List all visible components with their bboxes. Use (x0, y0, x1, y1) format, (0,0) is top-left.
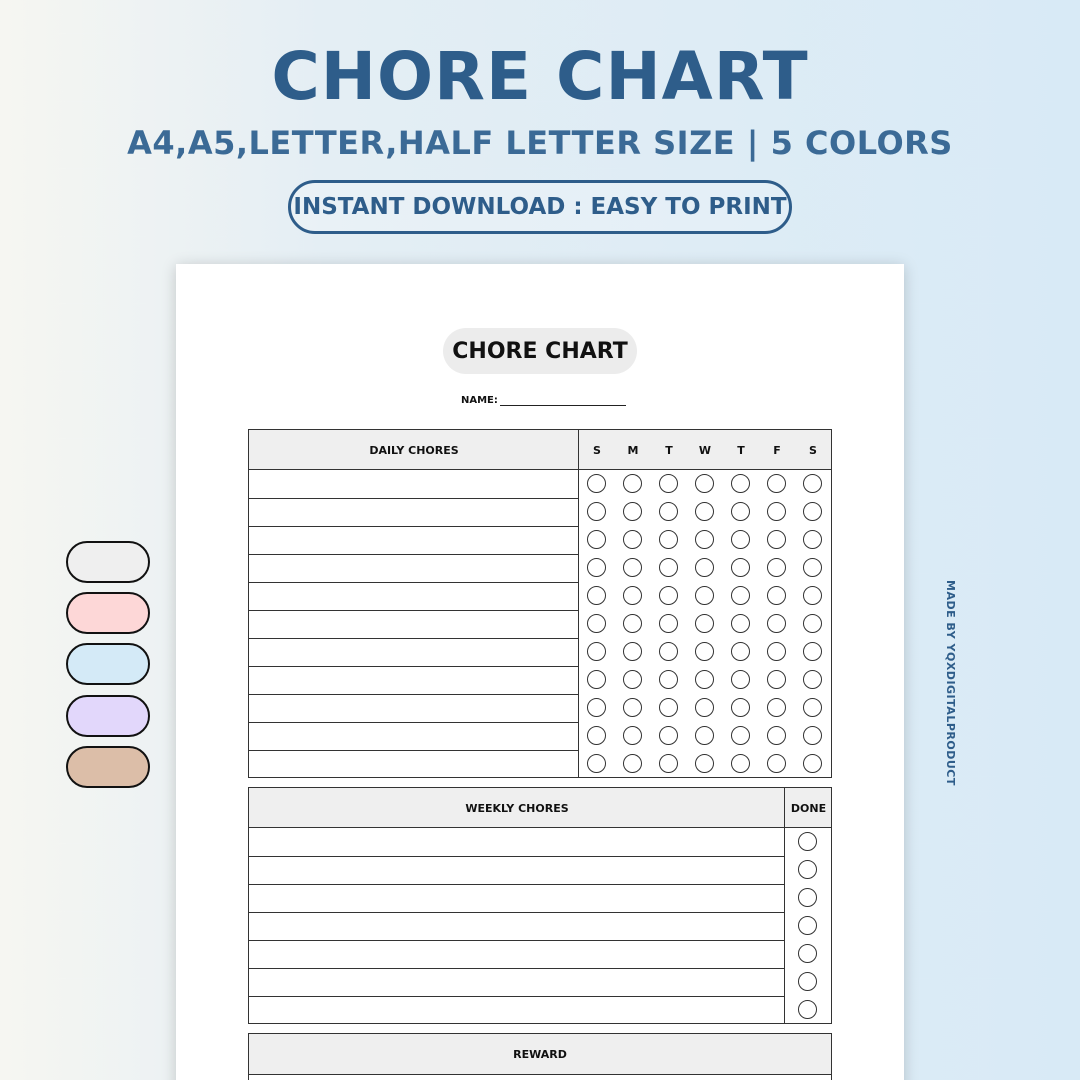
daily-check-circle[interactable] (767, 670, 786, 689)
daily-check-circle[interactable] (767, 530, 786, 549)
day-header: S (593, 443, 601, 457)
daily-chores-title: DAILY CHORES (369, 443, 459, 457)
credit-text: MADE BY YQXDIGITALPRODUCT (944, 580, 957, 786)
daily-check-circle[interactable] (623, 530, 642, 549)
daily-row-line (249, 694, 579, 695)
daily-check-circle[interactable] (623, 614, 642, 633)
daily-check-circle[interactable] (587, 558, 606, 577)
weekly-chores-title: WEEKLY CHORES (465, 801, 569, 815)
daily-row-line (249, 526, 579, 527)
day-header: S (809, 443, 817, 457)
daily-check-circle[interactable] (803, 754, 822, 773)
daily-check-circle[interactable] (695, 698, 714, 717)
daily-check-circle[interactable] (695, 670, 714, 689)
name-field (461, 390, 626, 406)
daily-check-circle[interactable] (659, 474, 678, 493)
daily-row-line (249, 582, 579, 583)
weekly-row-line (249, 968, 785, 969)
daily-check-circle[interactable] (659, 726, 678, 745)
daily-check-circle[interactable] (731, 726, 750, 745)
daily-check-circle[interactable] (587, 614, 606, 633)
daily-check-circle[interactable] (623, 642, 642, 661)
swatch-tan (66, 746, 150, 788)
daily-check-circle[interactable] (767, 558, 786, 577)
weekly-row-line (249, 884, 785, 885)
daily-check-circle[interactable] (803, 530, 822, 549)
reward-table (248, 1033, 832, 1080)
daily-check-circle[interactable] (659, 614, 678, 633)
daily-check-circle[interactable] (587, 726, 606, 745)
daily-check-circle[interactable] (803, 502, 822, 521)
reward-title: REWARD (513, 1048, 567, 1061)
day-header: W (698, 443, 712, 457)
swatch-lavender (66, 695, 150, 737)
weekly-row-line (249, 996, 785, 997)
daily-check-circle[interactable] (695, 614, 714, 633)
daily-check-circle[interactable] (695, 754, 714, 773)
swatch-pink (66, 592, 150, 634)
daily-check-circle[interactable] (803, 558, 822, 577)
day-header: M (627, 443, 639, 457)
daily-check-circle[interactable] (659, 530, 678, 549)
weekly-done-circle[interactable] (798, 944, 817, 963)
weekly-done-circle[interactable] (798, 972, 817, 991)
weekly-row-line (249, 856, 785, 857)
daily-check-circle[interactable] (623, 698, 642, 717)
daily-check-circle[interactable] (731, 614, 750, 633)
daily-check-circle[interactable] (587, 754, 606, 773)
daily-check-circle[interactable] (695, 586, 714, 605)
daily-check-circle[interactable] (767, 474, 786, 493)
daily-check-circle[interactable] (695, 474, 714, 493)
daily-check-circle[interactable] (587, 642, 606, 661)
daily-check-circle[interactable] (659, 642, 678, 661)
weekly-row-line (249, 912, 785, 913)
daily-check-circle[interactable] (623, 670, 642, 689)
daily-check-circle[interactable] (731, 670, 750, 689)
hero-title: CHORE CHART (271, 38, 809, 115)
daily-check-circle[interactable] (695, 558, 714, 577)
daily-check-circle[interactable] (587, 698, 606, 717)
daily-check-circle[interactable] (623, 502, 642, 521)
weekly-done-circle[interactable] (798, 916, 817, 935)
daily-check-circle[interactable] (731, 474, 750, 493)
weekly-done-circle[interactable] (798, 888, 817, 907)
daily-check-circle[interactable] (767, 698, 786, 717)
daily-check-circle[interactable] (623, 558, 642, 577)
weekly-divider (784, 788, 785, 1023)
weekly-done-circle[interactable] (798, 860, 817, 879)
swatch-blue (66, 643, 150, 685)
daily-row-line (249, 554, 579, 555)
daily-check-circle[interactable] (623, 726, 642, 745)
daily-check-circle[interactable] (695, 502, 714, 521)
daily-check-circle[interactable] (587, 670, 606, 689)
daily-check-circle[interactable] (803, 642, 822, 661)
daily-check-circle[interactable] (623, 586, 642, 605)
day-header: T (665, 443, 673, 457)
daily-check-circle[interactable] (659, 558, 678, 577)
daily-check-circle[interactable] (623, 754, 642, 773)
daily-check-circle[interactable] (587, 586, 606, 605)
daily-check-circle[interactable] (731, 642, 750, 661)
daily-check-circle[interactable] (767, 586, 786, 605)
daily-check-circle[interactable] (767, 642, 786, 661)
daily-check-circle[interactable] (767, 726, 786, 745)
daily-chores-table (248, 429, 832, 778)
daily-check-circle[interactable] (803, 670, 822, 689)
daily-check-circle[interactable] (659, 754, 678, 773)
chore-chart-sheet (176, 264, 904, 1080)
daily-check-circle[interactable] (731, 530, 750, 549)
daily-check-circle[interactable] (731, 698, 750, 717)
daily-check-circle[interactable] (695, 530, 714, 549)
daily-row-line (249, 498, 579, 499)
daily-row-line (249, 666, 579, 667)
sheet-title: CHORE CHART (443, 328, 637, 374)
daily-check-circle[interactable] (659, 586, 678, 605)
day-header: F (773, 443, 781, 457)
daily-check-circle[interactable] (767, 502, 786, 521)
daily-check-circle[interactable] (731, 502, 750, 521)
weekly-done-circle[interactable] (798, 832, 817, 851)
daily-check-circle[interactable] (803, 726, 822, 745)
daily-check-circle[interactable] (803, 474, 822, 493)
daily-row-line (249, 610, 579, 611)
daily-check-circle[interactable] (695, 642, 714, 661)
daily-check-circle[interactable] (803, 586, 822, 605)
day-header: T (737, 443, 745, 457)
daily-check-circle[interactable] (659, 502, 678, 521)
weekly-row-line (249, 940, 785, 941)
daily-check-circle[interactable] (587, 530, 606, 549)
name-blank-line (500, 392, 626, 406)
daily-check-circle[interactable] (587, 502, 606, 521)
daily-check-circle[interactable] (803, 614, 822, 633)
done-label: DONE (790, 801, 827, 815)
daily-check-circle[interactable] (659, 670, 678, 689)
daily-check-circle[interactable] (731, 558, 750, 577)
daily-row-line (249, 638, 579, 639)
weekly-chores-table (248, 787, 832, 1024)
daily-row-line (249, 722, 579, 723)
download-banner: INSTANT DOWNLOAD : EASY TO PRINT (288, 180, 792, 234)
daily-check-circle[interactable] (767, 754, 786, 773)
daily-check-circle[interactable] (731, 754, 750, 773)
daily-check-circle[interactable] (623, 474, 642, 493)
daily-check-circle[interactable] (659, 698, 678, 717)
weekly-done-circle[interactable] (798, 1000, 817, 1019)
daily-check-circle[interactable] (587, 474, 606, 493)
hero-subtitle: A4,A5,LETTER,HALF LETTER SIZE | 5 COLORS (127, 124, 953, 162)
daily-check-circle[interactable] (731, 586, 750, 605)
name-label: NAME: (461, 395, 498, 406)
daily-divider (578, 430, 579, 777)
daily-row-line (249, 750, 579, 751)
daily-check-circle[interactable] (803, 698, 822, 717)
daily-check-circle[interactable] (767, 614, 786, 633)
swatch-gray (66, 541, 150, 583)
daily-check-circle[interactable] (695, 726, 714, 745)
